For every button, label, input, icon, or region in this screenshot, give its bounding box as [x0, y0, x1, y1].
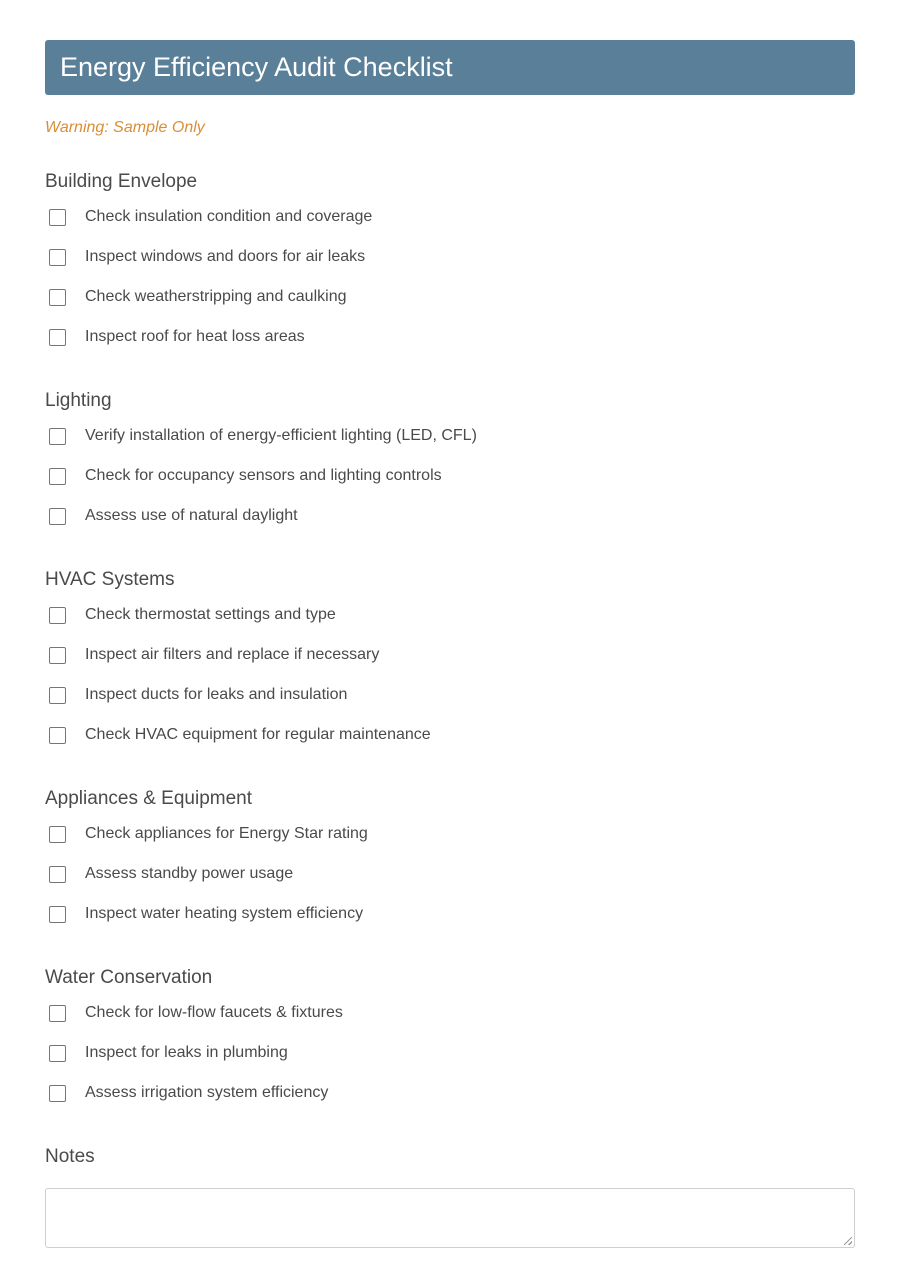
- checklist-item[interactable]: [45, 993, 855, 1033]
- checklist-item[interactable]: [45, 814, 855, 854]
- checklist-item-label: Inspect windows and doors for air leaks: [85, 248, 366, 265]
- checklist-item[interactable]: [45, 595, 855, 635]
- checkbox[interactable]: [49, 647, 66, 664]
- checkbox[interactable]: [49, 329, 66, 346]
- checkbox[interactable]: [49, 866, 66, 883]
- section-title: HVAC Systems: [45, 569, 175, 590]
- checklist-item-label: Check weatherstripping and caulking: [85, 288, 347, 305]
- checklist-item[interactable]: [45, 277, 855, 317]
- checklist-item-label: Check for low-flow faucets & fixtures: [85, 1004, 343, 1021]
- checklist-item-label: Inspect air filters and replace if necessary: [85, 646, 380, 663]
- section-4: [45, 967, 855, 1113]
- checkbox[interactable]: [49, 607, 66, 624]
- checklist-item[interactable]: [45, 456, 855, 496]
- section-title: Water Conservation: [45, 967, 213, 988]
- checklist-item[interactable]: [45, 854, 855, 894]
- checklist-item-label: Check for occupancy sensors and lighting controls: [85, 467, 442, 484]
- sections-container: [45, 171, 855, 1113]
- checkbox[interactable]: [49, 1085, 66, 1102]
- checklist-item[interactable]: [45, 496, 855, 536]
- checkbox[interactable]: [49, 468, 66, 485]
- notes-label: Notes: [45, 1146, 95, 1167]
- checkbox[interactable]: [49, 209, 66, 226]
- checkbox[interactable]: [49, 826, 66, 843]
- checkbox[interactable]: [49, 249, 66, 266]
- checklist-item-label: Inspect roof for heat loss areas: [85, 328, 305, 345]
- checkbox[interactable]: [49, 906, 66, 923]
- checklist-page: [45, 40, 855, 1248]
- page-title: Energy Efficiency Audit Checklist: [60, 52, 453, 82]
- resize-grip-icon[interactable]: [844, 1237, 852, 1245]
- checklist-item[interactable]: [45, 237, 855, 277]
- title-bar: [45, 40, 855, 95]
- checklist-item-label: Check appliances for Energy Star rating: [85, 825, 368, 842]
- checklist-item[interactable]: [45, 1073, 855, 1113]
- notes-section: [45, 1146, 855, 1248]
- checklist-item[interactable]: [45, 1033, 855, 1073]
- checklist-item[interactable]: [45, 635, 855, 675]
- checkbox[interactable]: [49, 289, 66, 306]
- section-0: [45, 171, 855, 357]
- checklist-item[interactable]: [45, 675, 855, 715]
- section-title: Appliances & Equipment: [45, 788, 253, 809]
- section-1: [45, 390, 855, 536]
- checkbox[interactable]: [49, 508, 66, 525]
- checklist-item-label: Check insulation condition and coverage: [85, 208, 373, 225]
- checkbox[interactable]: [49, 1005, 66, 1022]
- section-3: [45, 788, 855, 934]
- checklist-item[interactable]: [45, 894, 855, 934]
- checkbox[interactable]: [49, 1045, 66, 1062]
- checklist-item[interactable]: [45, 197, 855, 237]
- section-2: [45, 569, 855, 755]
- checklist-item-label: Inspect for leaks in plumbing: [85, 1044, 288, 1061]
- checklist-item-label: Assess irrigation system efficiency: [85, 1084, 329, 1101]
- checklist-item-label: Verify installation of energy-efficient lighting (LED, CFL): [85, 427, 477, 444]
- checklist-item-label: Assess standby power usage: [85, 865, 294, 882]
- section-title: Building Envelope: [45, 171, 198, 192]
- checklist-item[interactable]: [45, 416, 855, 456]
- warning-text: Warning: Sample Only: [45, 119, 205, 136]
- notes-textarea[interactable]: [45, 1188, 855, 1248]
- checklist-item-label: Check thermostat settings and type: [85, 606, 336, 623]
- checklist-item-label: Check HVAC equipment for regular maintenance: [85, 726, 431, 743]
- checklist-item-label: Inspect water heating system efficiency: [85, 905, 364, 922]
- checklist-item-label: Assess use of natural daylight: [85, 507, 298, 524]
- checkbox[interactable]: [49, 727, 66, 744]
- checklist-item[interactable]: [45, 715, 855, 755]
- checklist-item[interactable]: [45, 317, 855, 357]
- checkbox[interactable]: [49, 428, 66, 445]
- checkbox[interactable]: [49, 687, 66, 704]
- checklist-item-label: Inspect ducts for leaks and insulation: [85, 686, 348, 703]
- section-title: Lighting: [45, 390, 112, 411]
